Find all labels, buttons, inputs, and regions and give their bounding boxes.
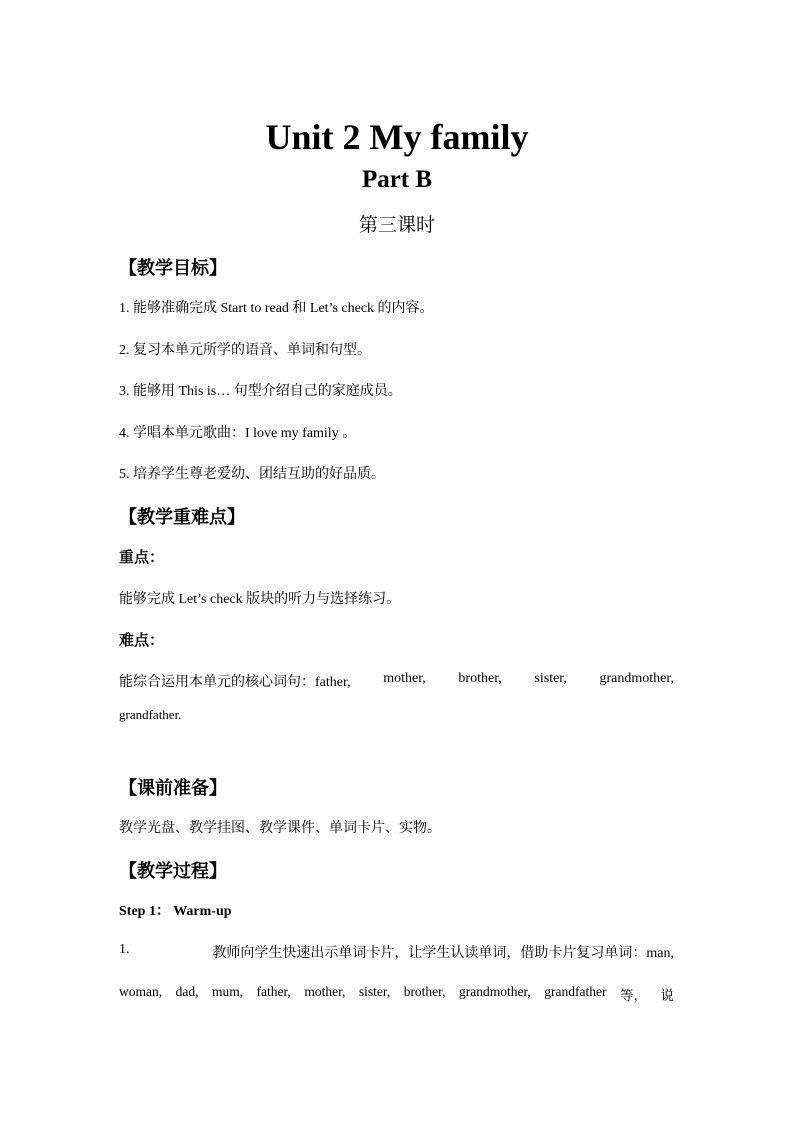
process-word: father,: [256, 984, 291, 999]
objective-item: 3. 能够用 This is… 句型介绍自己的家庭成员。: [119, 384, 402, 399]
preparation-text: 教学光盘、教学挂图、教学课件、单词卡片、实物。: [119, 821, 441, 836]
process-word: brother,: [403, 984, 446, 999]
objective-item: 4. 学唱本单元歌曲：I love my family 。: [119, 426, 357, 441]
preparation-heading: 【课前准备】: [119, 778, 227, 799]
difficulty-label: 难点：: [119, 631, 165, 649]
process-word: dad,: [175, 984, 199, 999]
lesson-label: 第三课时: [358, 214, 435, 236]
difficulty-word: brother,: [458, 671, 502, 686]
process-text-line: [119, 984, 674, 1004]
process-word: 教师向学生快速出示单词卡片，让学生认读单词，借助卡片复习单词：man,: [212, 946, 674, 961]
process-text-line: [119, 942, 674, 962]
process-word: grandmother,: [458, 984, 531, 999]
process-word: 1.: [119, 942, 130, 957]
key-points-heading: 【教学重难点】: [119, 507, 245, 528]
difficulty-word: grandmother,: [599, 671, 674, 686]
difficulty-word: mother,: [383, 671, 426, 686]
focus-text: 能够完成 Let’s check 版块的听力与选择练习。: [119, 592, 401, 607]
process-word: mother,: [304, 984, 346, 999]
page-subtitle: Part B: [361, 166, 433, 193]
objectives-heading: 【教学目标】: [119, 258, 227, 279]
step-1-heading: Step 1： Warm-up: [119, 904, 232, 919]
difficulty-text-continued: grandfather.: [119, 707, 182, 722]
process-word: mum,: [211, 984, 244, 999]
process-word: grandfather: [544, 984, 607, 999]
page-title: Unit 2 My family: [265, 117, 529, 157]
objective-item: 5. 培养学生尊老爱幼、团结互助的好品质。: [119, 467, 385, 482]
objective-item: 1. 能够准确完成 Start to read 和 Let’s check 的内容。: [119, 301, 434, 316]
difficulty-word: sister,: [534, 671, 567, 686]
difficulty-word: 能综合运用本单元的核心词句：father,: [119, 675, 351, 690]
process-word: sister,: [358, 984, 391, 999]
focus-label: 重点：: [119, 548, 165, 566]
difficulty-text-line: [119, 671, 674, 691]
process-heading: 【教学过程】: [119, 861, 227, 882]
process-word: 等，: [619, 988, 647, 1003]
process-word: 说: [660, 988, 674, 1003]
objective-item: 2. 复习本单元所学的语音、单词和句型。: [119, 343, 371, 358]
process-word: woman,: [119, 984, 163, 999]
